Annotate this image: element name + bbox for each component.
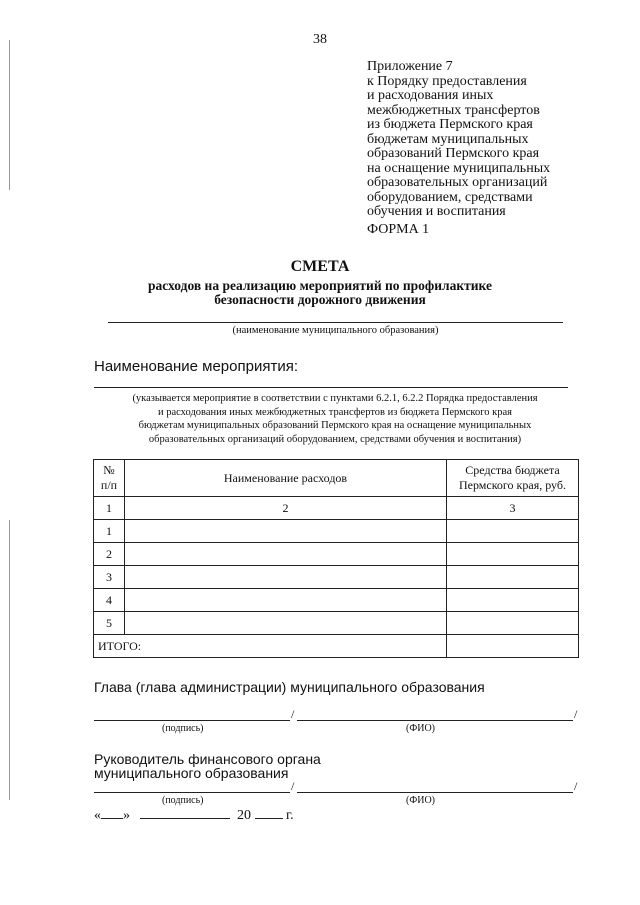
appendix-line: из бюджета Пермского края bbox=[367, 117, 533, 132]
date-close-quote: » bbox=[123, 808, 130, 823]
table-row bbox=[94, 589, 579, 612]
appendix-line: к Порядку предоставления bbox=[367, 73, 527, 89]
event-note-line: (указывается мероприятие в соответствии с пунктами 6.2.1, 6.2.2 Порядка предоставления bbox=[132, 393, 538, 404]
day-field[interactable] bbox=[101, 808, 123, 819]
appendix-line: межбюджетных трансфертов bbox=[367, 102, 540, 118]
event-note-line: бюджетам муниципальных образований Пермского края на оснащение муниципальных bbox=[138, 420, 532, 431]
event-note-line: образовательных организаций оборудованием, средствами обучения и воспитания) bbox=[148, 433, 522, 445]
amount-cell[interactable] bbox=[447, 543, 579, 566]
header-number-line1: № bbox=[103, 463, 115, 477]
document-subtitle bbox=[100, 279, 540, 307]
row-number: 2 bbox=[94, 543, 125, 566]
signature-separator: / bbox=[291, 707, 295, 721]
appendix-line: образовательных организаций bbox=[367, 175, 548, 190]
appendix-line: обучения и воспитания bbox=[367, 204, 506, 219]
subtitle-line: расходов на реализацию мероприятий по профилактике bbox=[147, 278, 492, 293]
year-field[interactable] bbox=[255, 808, 283, 819]
column-index: 1 bbox=[94, 497, 125, 520]
header-number-line2: п/п bbox=[100, 478, 118, 492]
page-number: 38 bbox=[313, 32, 327, 47]
header-number bbox=[94, 460, 125, 497]
total-amount-cell[interactable] bbox=[447, 635, 579, 658]
scan-margin-line bbox=[9, 40, 10, 190]
column-index: 2 bbox=[125, 497, 447, 520]
table-header-row bbox=[94, 460, 579, 497]
name-caption: (ФИО) bbox=[406, 723, 436, 734]
name-caption: (ФИО) bbox=[406, 795, 436, 806]
appendix-line: образований Пермского края bbox=[367, 146, 540, 161]
finance-signature-line[interactable] bbox=[94, 792, 290, 793]
subtitle-line: безопасности дорожного движения bbox=[214, 292, 426, 307]
expense-name-cell[interactable] bbox=[125, 589, 447, 612]
municipality-field-line[interactable] bbox=[108, 322, 563, 323]
head-name-line[interactable] bbox=[297, 720, 573, 721]
finance-title-line: муниципального образования bbox=[94, 765, 289, 781]
appendix-line: бюджетам муниципальных bbox=[367, 131, 529, 147]
appendix-line: оборудованием, средствами bbox=[367, 189, 533, 205]
signature-separator: / bbox=[291, 779, 295, 793]
head-signature-line[interactable] bbox=[94, 720, 290, 721]
column-index: 3 bbox=[447, 497, 579, 520]
header-budget-line1: Средства бюджета bbox=[465, 463, 560, 477]
signature-separator: / bbox=[574, 779, 578, 793]
month-field[interactable] bbox=[140, 808, 230, 819]
row-number: 1 bbox=[94, 520, 125, 543]
appendix-line: и расходования иных bbox=[367, 88, 494, 103]
header-budget-line2: Пермского края, руб. bbox=[458, 478, 567, 492]
row-number: 4 bbox=[94, 589, 125, 612]
expense-name-cell[interactable] bbox=[125, 543, 447, 566]
appendix-block bbox=[367, 60, 627, 220]
event-name-note bbox=[95, 392, 575, 446]
signature-separator: / bbox=[574, 707, 578, 721]
total-label: ИТОГО: bbox=[94, 635, 447, 658]
total-row bbox=[94, 635, 579, 658]
date-open-quote: « bbox=[94, 808, 101, 823]
row-number: 3 bbox=[94, 566, 125, 589]
table-row bbox=[94, 543, 579, 566]
document-title: СМЕТА bbox=[290, 258, 350, 275]
table-row bbox=[94, 566, 579, 589]
year-suffix: г. bbox=[286, 808, 294, 823]
table-row bbox=[94, 520, 579, 543]
scan-margin-line bbox=[9, 520, 10, 800]
date-line bbox=[94, 808, 294, 824]
municipality-caption: (наименование муниципального образования) bbox=[232, 325, 439, 336]
appendix-line: на оснащение муниципальных bbox=[367, 160, 551, 176]
amount-cell[interactable] bbox=[447, 520, 579, 543]
column-index-row bbox=[94, 497, 579, 520]
finance-name-line[interactable] bbox=[297, 792, 573, 793]
expense-name-cell[interactable] bbox=[125, 612, 447, 635]
finance-title-line: Руководитель финансового органа bbox=[94, 751, 321, 767]
header-expense-name: Наименование расходов bbox=[125, 460, 447, 497]
signature-caption: (подпись) bbox=[162, 795, 204, 806]
event-name-label: Наименование мероприятия: bbox=[94, 358, 298, 375]
expense-name-cell[interactable] bbox=[125, 520, 447, 543]
year-prefix: 20 bbox=[237, 808, 251, 823]
form-label: ФОРМА 1 bbox=[367, 222, 430, 237]
table-row bbox=[94, 612, 579, 635]
estimate-table bbox=[93, 459, 579, 658]
event-note-line: и расходования иных межбюджетных трансфертов из бюджета Пермского края bbox=[157, 406, 513, 418]
expense-name-cell[interactable] bbox=[125, 566, 447, 589]
appendix-line: Приложение 7 bbox=[367, 59, 453, 74]
amount-cell[interactable] bbox=[447, 612, 579, 635]
row-number: 5 bbox=[94, 612, 125, 635]
head-signature-title: Глава (глава администрации) муниципального образования bbox=[94, 679, 485, 695]
amount-cell[interactable] bbox=[447, 589, 579, 612]
finance-head-signature-title bbox=[94, 752, 321, 780]
amount-cell[interactable] bbox=[447, 566, 579, 589]
event-name-field-line[interactable] bbox=[94, 387, 568, 388]
header-budget-funds bbox=[447, 460, 579, 497]
signature-caption: (подпись) bbox=[162, 723, 204, 734]
